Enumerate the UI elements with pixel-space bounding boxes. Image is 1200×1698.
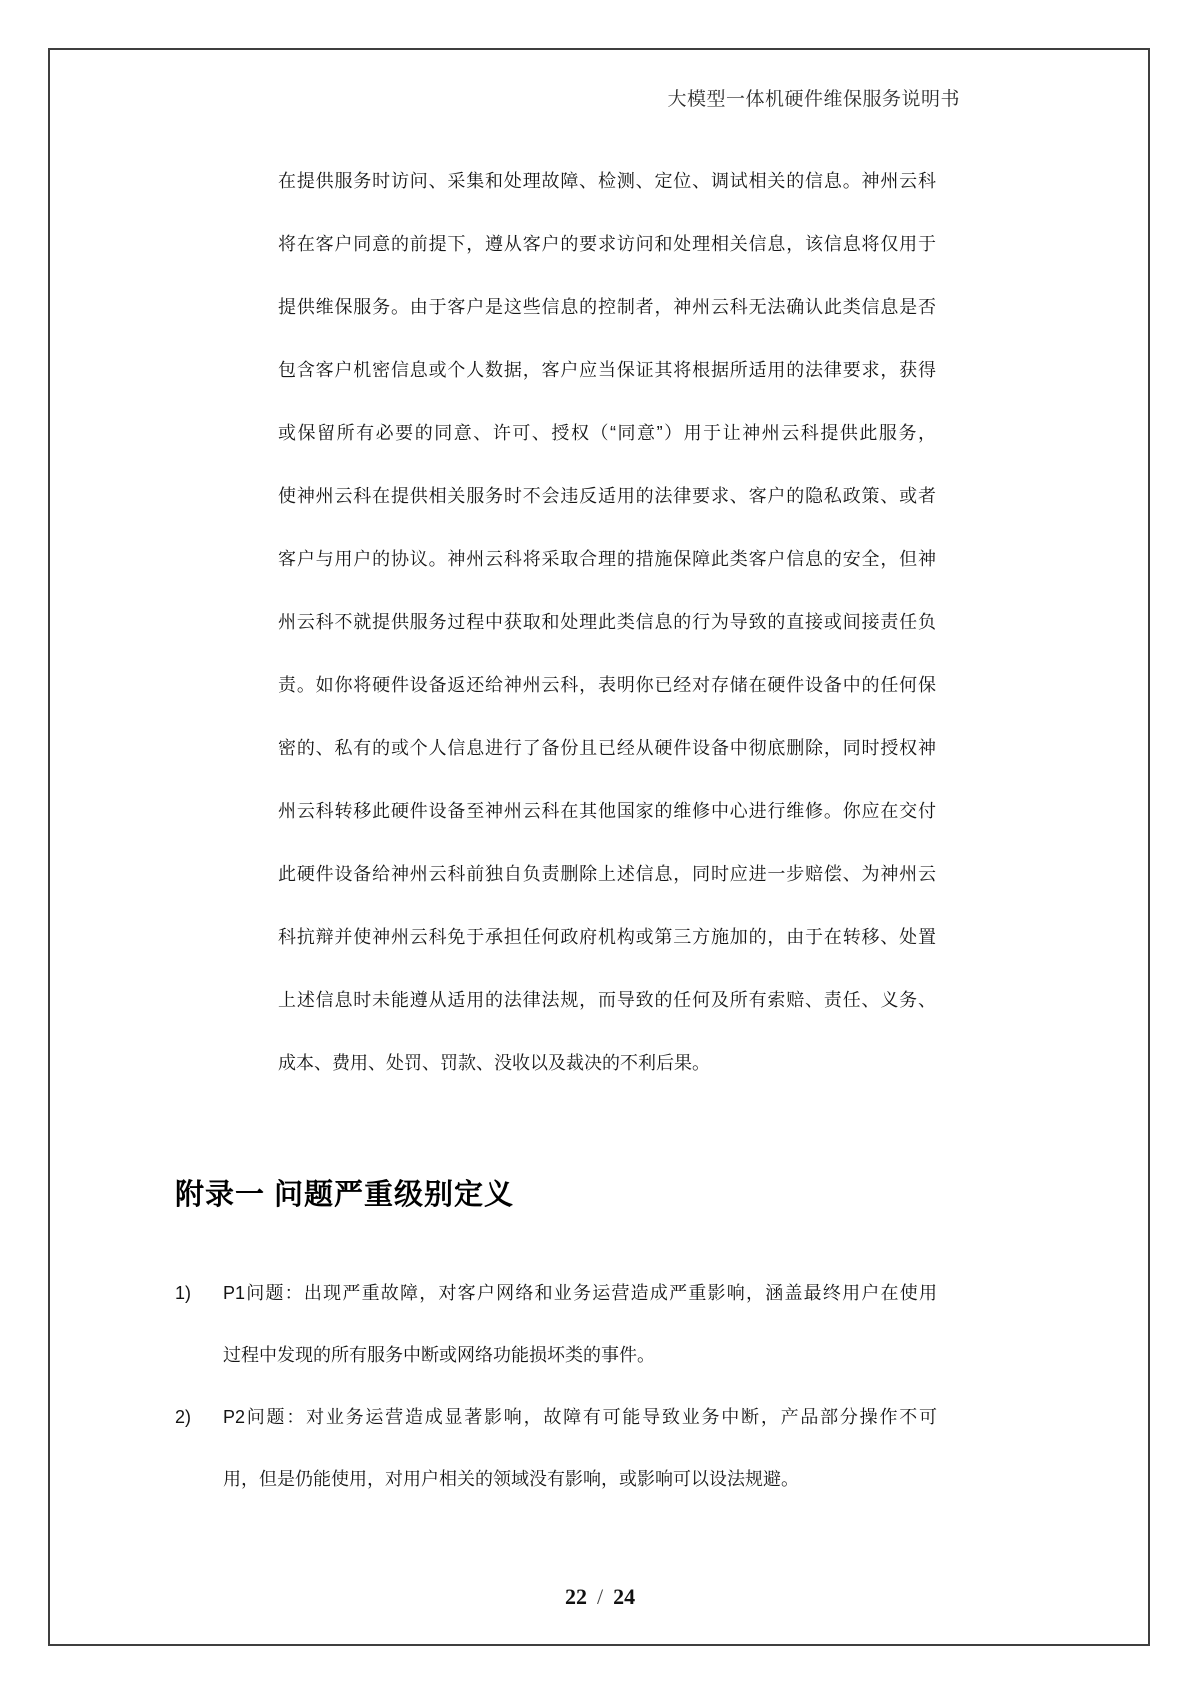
paragraph-line: 州云科不就提供服务过程中获取和处理此类信息的行为导致的直接或间接责任负 (278, 612, 936, 632)
appendix-heading: 附录一 问题严重级别定义 (175, 1179, 515, 1211)
paragraph-line: 包含客户机密信息或个人数据，客户应当保证其将根据所适用的法律要求，获得 (278, 360, 936, 380)
list-item-line: 用，但是仍能使用，对用户相关的领域没有影响，或影响可以设法规避。 (223, 1469, 799, 1489)
paragraph-line: 责。如你将硬件设备返还给神州云科，表明你已经对存储在硬件设备中的任何保 (278, 675, 936, 695)
severity-definition-list (175, 1262, 937, 1510)
paragraph-line: 客户与用户的协议。神州云科将采取合理的措施保障此类客户信息的安全，但神 (278, 549, 936, 569)
paragraph-line: 密的、私有的或个人信息进行了备份且已经从硬件设备中彻底删除，同时授权神 (278, 738, 936, 758)
list-item-line: 过程中发现的所有服务中断或网络功能损坏类的事件。 (223, 1345, 655, 1365)
list-marker: 1) (175, 1283, 192, 1303)
paragraph-line: 此硬件设备给神州云科前独自负责删除上述信息，同时应进一步赔偿、为神州云 (278, 864, 936, 884)
paragraph-line: 成本、费用、处罚、罚款、没收以及裁决的不利后果。 (278, 1053, 710, 1073)
page-number-separator: / (596, 1584, 604, 1609)
paragraph-line: 提供维保服务。由于客户是这些信息的控制者，神州云科无法确认此类信息是否 (278, 297, 936, 317)
list-item-line: P1问题：出现严重故障，对客户网络和业务运营造成严重影响，涵盖最终用户在使用 (223, 1283, 937, 1303)
page-header-title: 大模型一体机硬件维保服务说明书 (667, 89, 960, 110)
page-footer (0, 1584, 1200, 1610)
paragraph-line: 州云科转移此硬件设备至神州云科在其他国家的维修中心进行维修。你应在交付 (278, 801, 936, 821)
total-page-count: 24 (613, 1584, 636, 1609)
paragraph-line: 将在客户同意的前提下，遵从客户的要求访问和处理相关信息，该信息将仅用于 (278, 234, 936, 254)
list-item-text (223, 1262, 937, 1386)
list-item-line: P2问题：对业务运营造成显著影响，故障有可能导致业务中断，产品部分操作不可 (223, 1407, 937, 1427)
list-item-p2 (175, 1386, 937, 1510)
list-item-p1 (175, 1262, 937, 1386)
paragraph-line: 或保留所有必要的同意、许可、授权（“同意”）用于让神州云科提供此服务， (278, 423, 936, 443)
paragraph-line: 使神州云科在提供相关服务时不会违反适用的法律要求、客户的隐私政策、或者 (278, 486, 936, 506)
current-page-number: 22 (564, 1584, 587, 1609)
body-paragraph (278, 150, 936, 1095)
list-marker: 2) (175, 1407, 192, 1427)
paragraph-line: 科抗辩并使神州云科免于承担任何政府机构或第三方施加的，由于在转移、处置 (278, 927, 936, 947)
list-item-text (223, 1386, 937, 1510)
paragraph-line: 上述信息时未能遵从适用的法律法规，而导致的任何及所有索赔、责任、义务、 (278, 990, 936, 1010)
paragraph-line: 在提供服务时访问、采集和处理故障、检测、定位、调试相关的信息。神州云科 (278, 171, 936, 191)
